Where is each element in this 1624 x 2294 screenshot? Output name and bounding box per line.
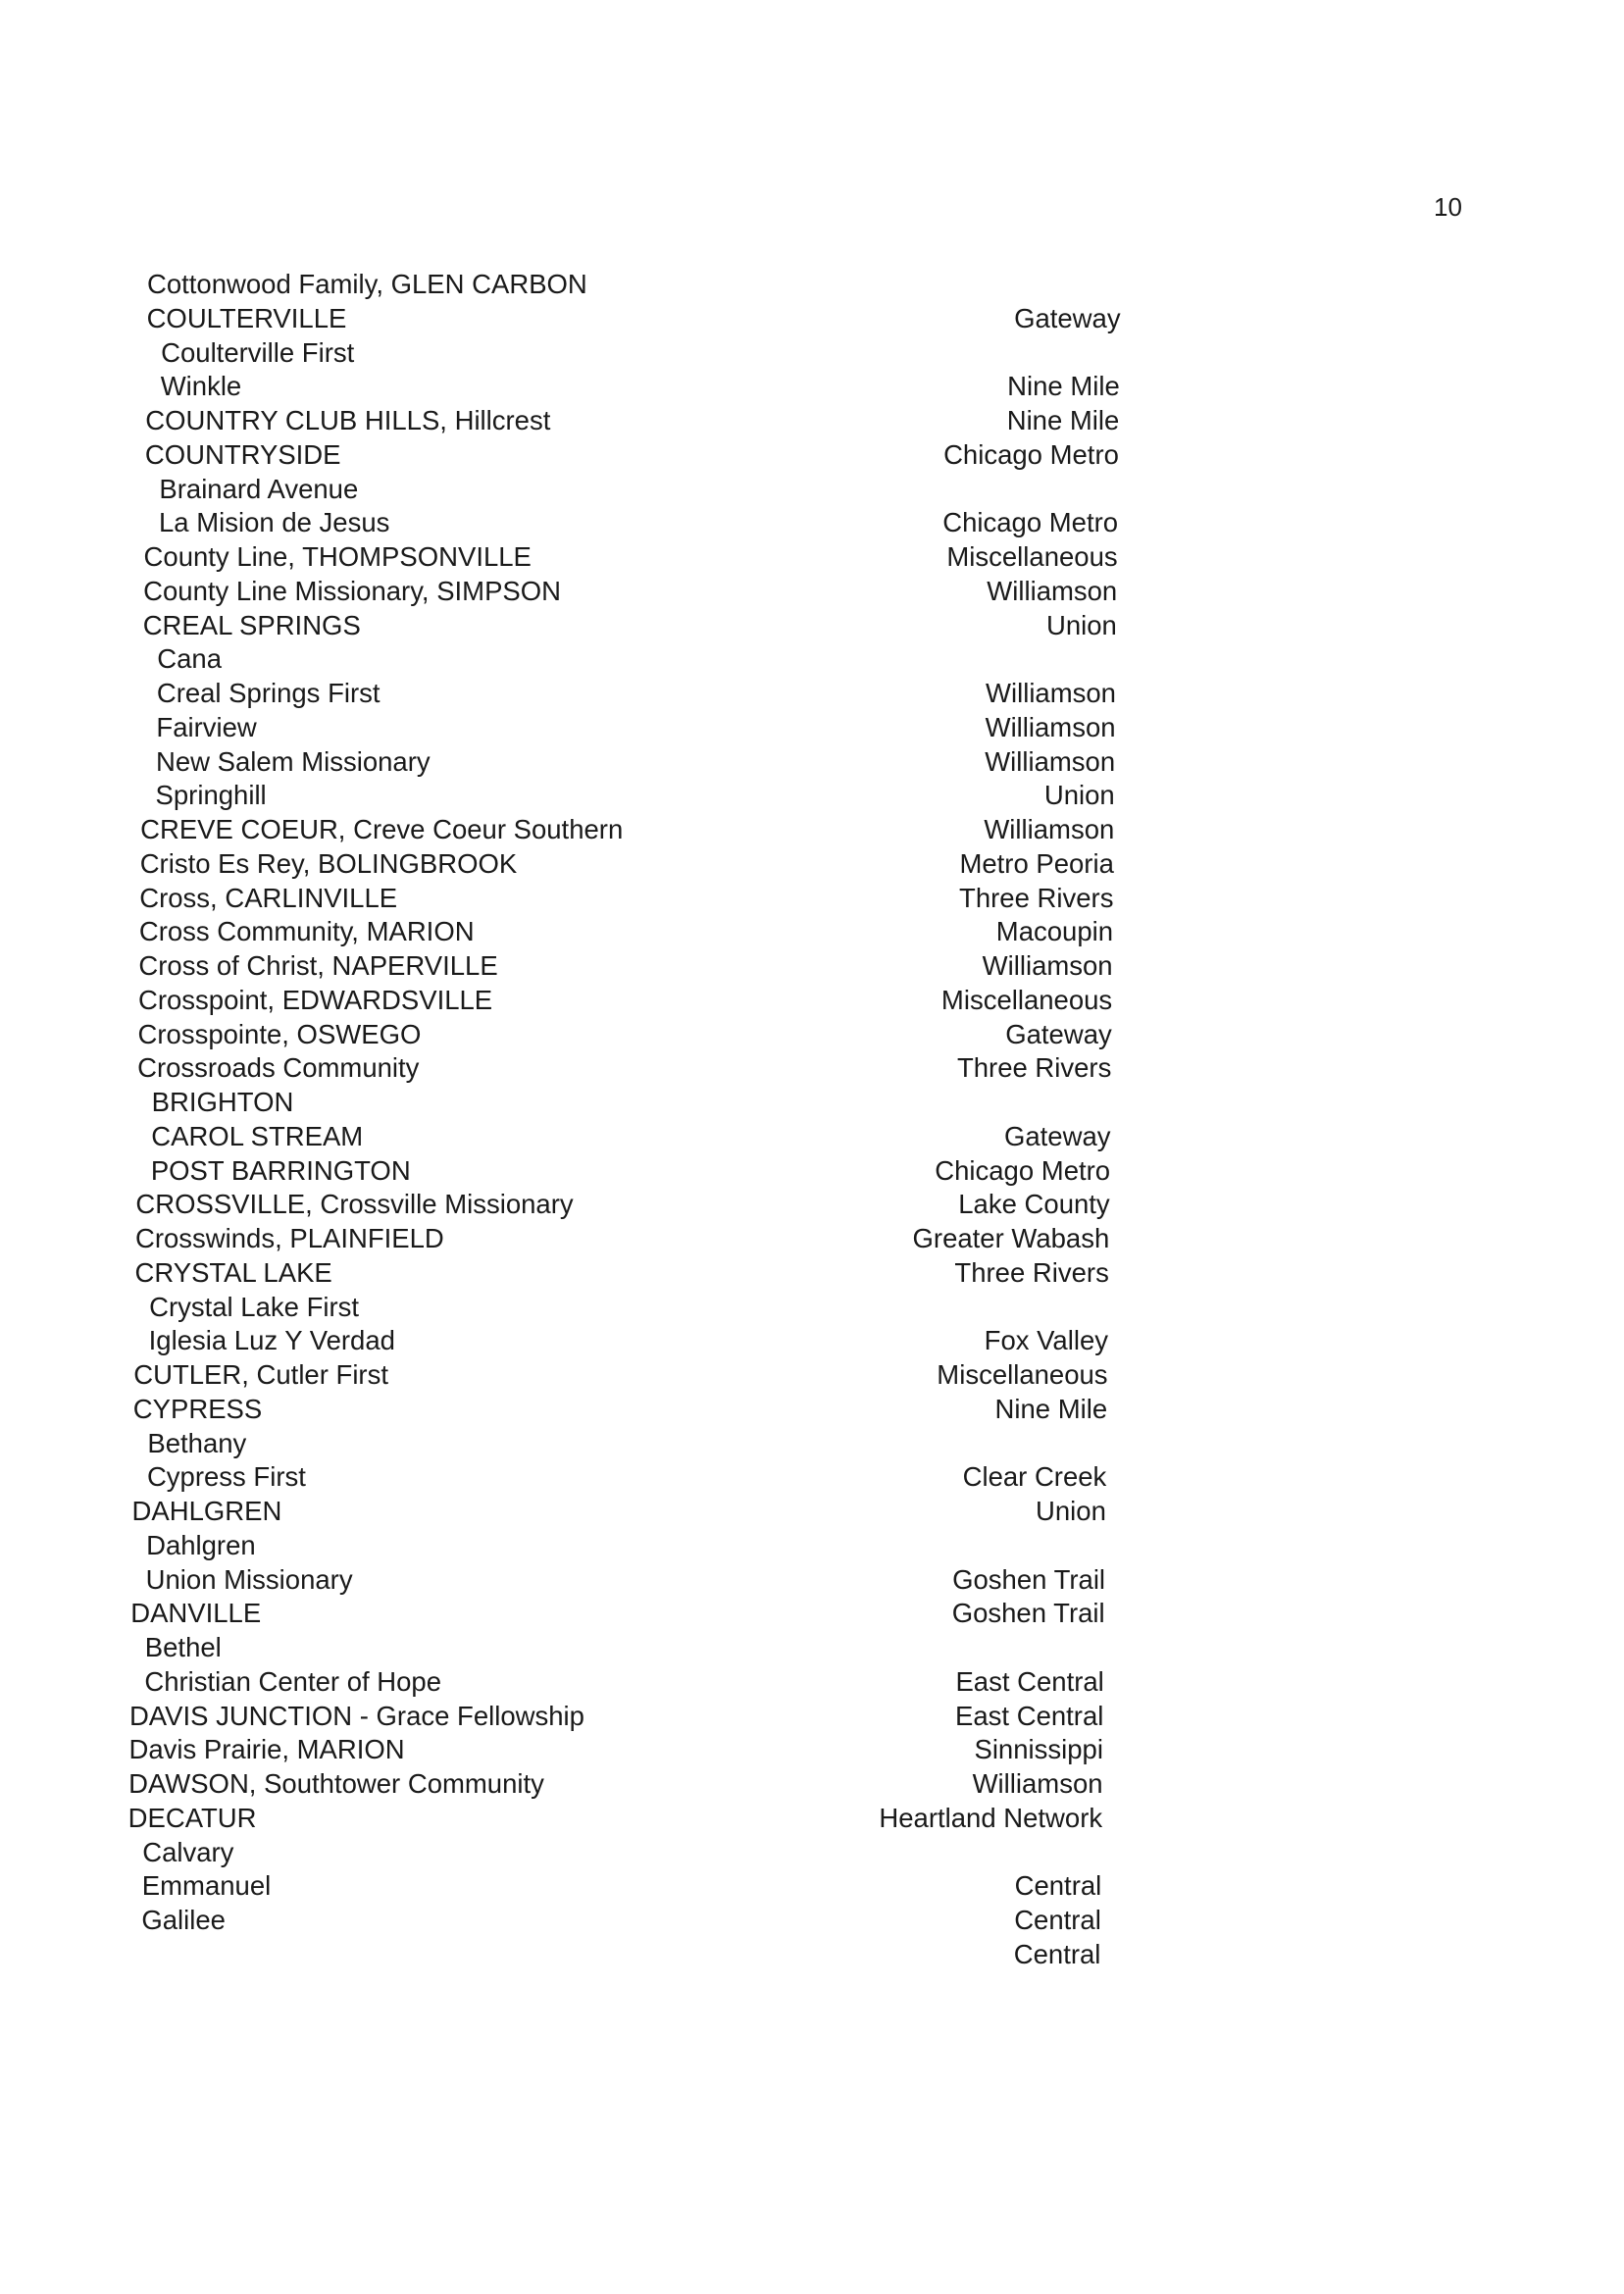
- sub-entry-name: Cypress First: [146, 1461, 306, 1493]
- region-name: Central: [1014, 1905, 1101, 1935]
- entry-name: Crosspointe, OSWEGO: [137, 1018, 422, 1049]
- directory-entry: [0, 1256, 1624, 1290]
- entry-name: Cross of Christ, NAPERVILLE: [138, 950, 498, 981]
- sub-entry-name: Springhill: [155, 780, 267, 811]
- region-name: Gateway: [1005, 1018, 1112, 1049]
- region-name: Miscellaneous: [937, 1359, 1108, 1390]
- directory-entry: [0, 1733, 1624, 1766]
- directory-entry: [0, 949, 1624, 983]
- entry-name: County Line Missionary, SIMPSON: [143, 575, 562, 606]
- directory-entry: [0, 1460, 1624, 1494]
- region-name: Chicago Metro: [935, 1154, 1111, 1186]
- directory-entry: [0, 1700, 1624, 1733]
- sub-entry-name: BRIGHTON: [151, 1087, 294, 1117]
- sub-entry-name: CAROL STREAM: [151, 1120, 364, 1151]
- directory-entry: [0, 575, 1624, 608]
- directory-entry: [0, 302, 1624, 335]
- sub-entry-name: Galilee: [141, 1905, 226, 1935]
- entry-name: Cristo Es Rey, BOLINGBROOK: [139, 847, 518, 879]
- region-name: Williamson: [972, 1768, 1103, 1799]
- region-name: Three Rivers: [956, 1052, 1112, 1084]
- entry-name: DAHLGREN: [131, 1496, 282, 1526]
- directory-entry: [0, 1836, 1624, 1869]
- entry-name: Crosspoint, EDWARDSVILLE: [137, 984, 493, 1015]
- directory-entry: [0, 1495, 1624, 1528]
- region-name: Miscellaneous: [946, 541, 1118, 572]
- sub-entry-name: Dahlgren: [146, 1529, 256, 1560]
- sub-entry-name: Brainard Avenue: [159, 473, 359, 504]
- entry-name: COULTERVILLE: [146, 302, 347, 333]
- sub-entry-name: Bethel: [144, 1632, 222, 1662]
- entry-name: CYPRESS: [132, 1393, 263, 1424]
- region-name: Nine Mile: [994, 1393, 1108, 1424]
- directory-entry: [0, 1767, 1624, 1801]
- directory-entry: [0, 1120, 1624, 1153]
- directory-entry: [0, 1086, 1624, 1119]
- entry-name: COUNTRYSIDE: [144, 438, 341, 470]
- sub-entry-name: Fairview: [156, 711, 257, 742]
- region-name: Macoupin: [995, 916, 1114, 947]
- region-name: Union: [1045, 609, 1117, 640]
- region-name: Heartland Network: [879, 1802, 1103, 1833]
- directory-entry: [0, 847, 1624, 881]
- entry-name: Cross Community, MARION: [138, 916, 475, 947]
- directory-entry: [0, 1938, 1624, 1971]
- sub-entry-name: Iglesia Luz Y Verdad: [148, 1325, 395, 1356]
- sub-entry-name: Calvary: [142, 1836, 234, 1867]
- sub-entry-name: Cana: [157, 643, 223, 675]
- sub-entry-name: Coulterville First: [161, 336, 355, 368]
- region-name: Central: [1013, 1938, 1101, 1969]
- directory-entry: [0, 677, 1624, 710]
- region-name: Union: [1043, 780, 1115, 811]
- entry-name: CROSSVILLE, Crossville Missionary: [135, 1189, 574, 1220]
- directory-entry: [0, 711, 1624, 744]
- region-name: Nine Mile: [1007, 371, 1120, 402]
- sub-entry-name: Christian Center of Hope: [144, 1665, 442, 1697]
- directory-entry: [0, 1802, 1624, 1835]
- directory-entry: [0, 882, 1624, 915]
- region-name: Goshen Trail: [951, 1598, 1105, 1629]
- directory-entry: [0, 915, 1624, 948]
- sub-entry-name: Winkle: [160, 371, 242, 402]
- directory-entry: [0, 1597, 1624, 1630]
- entry-name: CRYSTAL LAKE: [134, 1256, 332, 1288]
- region-name: Greater Wabash: [912, 1223, 1110, 1253]
- region-name: Sinnissippi: [974, 1734, 1103, 1765]
- region-name: Union: [1036, 1496, 1106, 1526]
- sub-entry-name: Emmanuel: [141, 1870, 272, 1902]
- sub-entry-name: La Mision de Jesus: [158, 507, 390, 538]
- entry-name: County Line, THOMPSONVILLE: [143, 541, 532, 572]
- region-name: East Central: [955, 1665, 1104, 1697]
- entry-name: CREAL SPRINGS: [142, 609, 361, 640]
- directory-entry: [0, 779, 1624, 812]
- directory-entry: [0, 438, 1624, 472]
- entry-name: DECATUR: [127, 1802, 257, 1833]
- sub-entry-name: POST BARRINGTON: [150, 1154, 411, 1186]
- directory-entry: [0, 609, 1624, 642]
- region-name: Nine Mile: [1006, 405, 1120, 435]
- entry-name: Crosswinds, PLAINFIELD: [134, 1223, 444, 1253]
- directory-entry: [0, 473, 1624, 506]
- region-name: East Central: [955, 1700, 1104, 1731]
- directory-entry: [0, 506, 1624, 539]
- page-number: 10: [1434, 192, 1462, 222]
- region-name: Lake County: [958, 1189, 1110, 1220]
- directory-entry: [0, 1904, 1624, 1937]
- directory-entry: [0, 1154, 1624, 1188]
- region-name: Three Rivers: [954, 1256, 1109, 1288]
- entry-name: Cross, CARLINVILLE: [139, 882, 398, 913]
- directory-entry: [0, 1563, 1624, 1597]
- sub-entry-name: Crystal Lake First: [149, 1291, 360, 1322]
- directory-entry: [0, 1222, 1624, 1255]
- directory-entry: [0, 1427, 1624, 1460]
- region-name: Miscellaneous: [940, 984, 1113, 1015]
- directory-entry: [0, 404, 1624, 437]
- directory-entry: [0, 1529, 1624, 1562]
- directory-entry: [0, 1324, 1624, 1357]
- directory-entry: [0, 370, 1624, 403]
- region-name: Gateway: [1014, 302, 1121, 333]
- region-name: Fox Valley: [984, 1325, 1108, 1356]
- directory-entry: [0, 1393, 1624, 1426]
- region-name: Goshen Trail: [952, 1563, 1106, 1595]
- directory-entry: [0, 813, 1624, 846]
- directory-entry: [0, 984, 1624, 1017]
- directory-entry: [0, 745, 1624, 779]
- directory-entry: [0, 642, 1624, 676]
- directory-entry: [0, 1018, 1624, 1051]
- directory-entry: [0, 540, 1624, 574]
- region-name: Williamson: [985, 711, 1116, 742]
- region-name: Clear Creek: [962, 1461, 1107, 1493]
- directory-entry: [0, 1051, 1624, 1085]
- entry-name: Crossroads Community: [137, 1052, 420, 1084]
- region-name: Williamson: [986, 678, 1116, 708]
- region-name: Chicago Metro: [942, 507, 1119, 538]
- entry-name: Davis Prairie, MARION: [128, 1734, 405, 1765]
- directory-entry: [0, 268, 1624, 301]
- region-name: Three Rivers: [959, 882, 1114, 913]
- entry-name: Cottonwood Family, GLEN CARBON: [147, 269, 587, 299]
- region-name: Chicago Metro: [943, 438, 1119, 470]
- region-name: Central: [1014, 1870, 1102, 1902]
- directory-entry: [0, 1631, 1624, 1664]
- region-name: Metro Peoria: [959, 847, 1114, 879]
- directory-entry: [0, 336, 1624, 370]
- entry-name: DAWSON, Southtower Community: [128, 1768, 544, 1799]
- directory-entry: [0, 1291, 1624, 1324]
- sub-entry-name: New Salem Missionary: [155, 745, 431, 777]
- region-name: Williamson: [984, 814, 1115, 844]
- sub-entry-name: Bethany: [147, 1427, 247, 1458]
- entry-name: CUTLER, Cutler First: [133, 1359, 388, 1390]
- entry-name: CREVE COEUR, Creve Coeur Southern: [140, 814, 624, 844]
- directory-entry: [0, 1869, 1624, 1903]
- entry-name: DANVILLE: [130, 1598, 262, 1629]
- region-name: Williamson: [985, 745, 1116, 777]
- sub-entry-name: Creal Springs First: [156, 678, 381, 708]
- region-name: Williamson: [982, 950, 1113, 981]
- directory-entry: [0, 1665, 1624, 1699]
- region-name: Williamson: [987, 575, 1118, 606]
- entry-name: COUNTRY CLUB HILLS, Hillcrest: [145, 405, 551, 435]
- entry-name: DAVIS JUNCTION - Grace Fellowship: [128, 1700, 584, 1731]
- directory-entry: [0, 1358, 1624, 1392]
- sub-entry-name: Union Missionary: [145, 1563, 353, 1595]
- region-name: Gateway: [1003, 1120, 1111, 1151]
- directory-entry: [0, 1188, 1624, 1221]
